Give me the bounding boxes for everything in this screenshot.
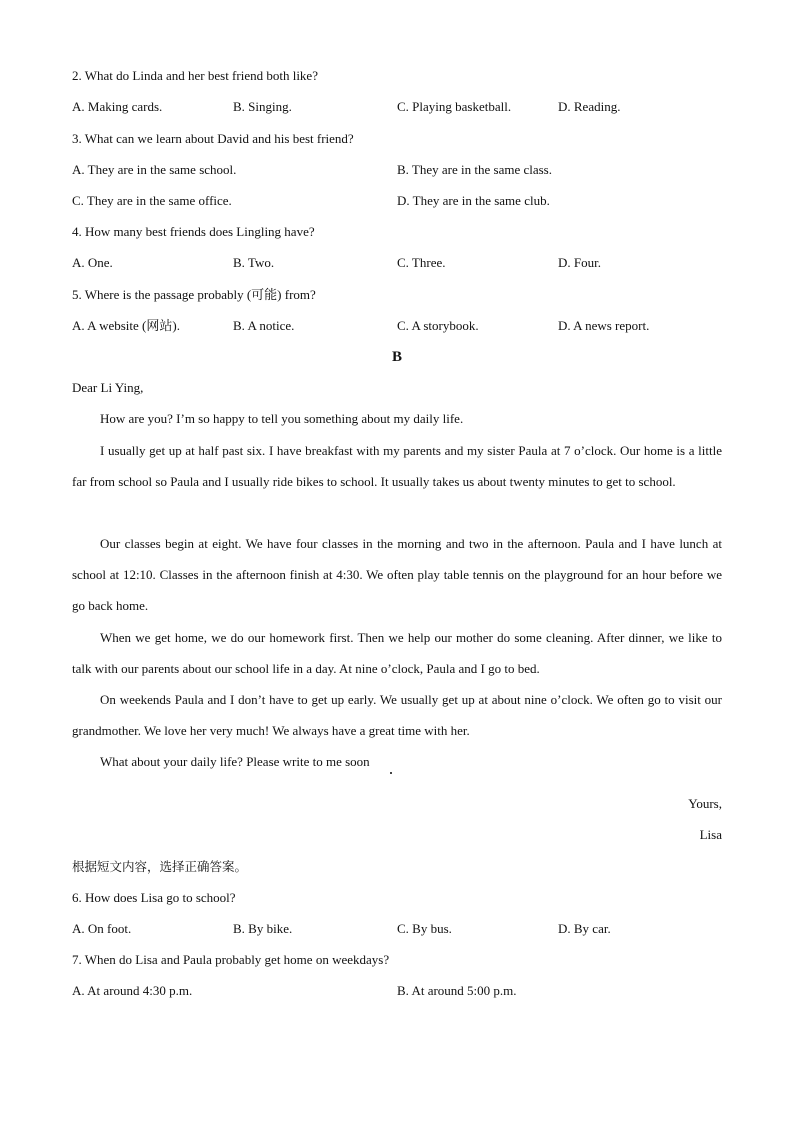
letter-salutation: Dear Li Ying, — [72, 380, 144, 395]
letter-paragraph-6: What about your daily life? Please write to me soon — [100, 754, 370, 769]
letter-paragraph-5: On weekends Paula and I don’t have to get up early. We usually get up at about nine o’clock. We often go to visit our grandmother. We love her very much! We always have a great time with her. — [72, 692, 722, 739]
letter-paragraph-4: When we get home, we do our homework first. Then we help our mother do some cleaning. After dinner, we like to talk with our parents about our school life in a day. At nine o’clock, Paula and I go to bed. — [72, 630, 722, 677]
question-3-option-c[interactable]: C. They are in the same office. — [72, 193, 232, 208]
question-6-option-c[interactable]: C. By bus. — [397, 921, 452, 936]
question-6-stem: 6. How does Lisa go to school? — [72, 890, 236, 905]
letter-paragraph-3: Our classes begin at eight. We have four classes in the morning and two in the afternoon. Paula and I have lunch at school at 12:10. Classes in the afternoon finish at 4:30. We often play table tennis on the playground for an hour before we go back home. — [72, 536, 722, 614]
question-6-option-b[interactable]: B. By bike. — [233, 921, 293, 936]
letter-paragraph-1: How are you? I’m so happy to tell you something about my daily life. — [100, 411, 464, 426]
question-4-option-d[interactable]: D. Four. — [558, 255, 601, 270]
question-6-option-a[interactable]: A. On foot. — [72, 921, 132, 936]
letter-signature: Lisa — [699, 827, 722, 842]
question-4-option-c[interactable]: C. Three. — [397, 255, 446, 270]
question-5-stem: 5. Where is the passage probably (可能) from? — [72, 287, 316, 302]
question-5-option-a[interactable]: A. A website (网站). — [72, 318, 180, 333]
stray-dot — [390, 772, 392, 774]
question-3-option-b[interactable]: B. They are in the same class. — [397, 162, 552, 177]
question-5-option-b[interactable]: B. A notice. — [233, 318, 295, 333]
question-4-option-a[interactable]: A. One. — [72, 255, 113, 270]
question-4-stem: 4. How many best friends does Lingling have? — [72, 224, 315, 239]
question-2-option-d[interactable]: D. Reading. — [558, 99, 621, 114]
question-7-option-b[interactable]: B. At around 5:00 p.m. — [397, 983, 517, 998]
question-4-option-b[interactable]: B. Two. — [233, 255, 275, 270]
question-3-option-d[interactable]: D. They are in the same club. — [397, 193, 550, 208]
section-b-heading: B — [391, 349, 402, 365]
letter-paragraph-2: I usually get up at half past six. I have breakfast with my parents and my sister Paula at 7 o’clock. Our home is a little far from school so Paula and I usually ride bikes to school. It usually takes us about twenty minutes to get to school. — [72, 443, 722, 490]
question-2-option-c[interactable]: C. Playing basketball. — [397, 99, 512, 114]
question-5-option-c[interactable]: C. A storybook. — [397, 318, 479, 333]
letter-closing: Yours, — [688, 796, 722, 811]
question-2-stem: 2. What do Linda and her best friend both like? — [72, 68, 318, 83]
question-7-option-a[interactable]: A. At around 4:30 p.m. — [72, 983, 193, 998]
section-b-instruction: 根据短文内容，选择正确答案。 — [72, 859, 248, 874]
question-2-option-b[interactable]: B. Singing. — [233, 99, 292, 114]
question-2-option-a[interactable]: A. Making cards. — [72, 99, 163, 114]
question-3-stem: 3. What can we learn about David and his best friend? — [72, 131, 354, 146]
question-7-stem: 7. When do Lisa and Paula probably get home on weekdays? — [72, 952, 390, 967]
question-3-option-a[interactable]: A. They are in the same school. — [72, 162, 237, 177]
question-6-option-d[interactable]: D. By car. — [558, 921, 611, 936]
question-5-option-d[interactable]: D. A news report. — [558, 318, 650, 333]
